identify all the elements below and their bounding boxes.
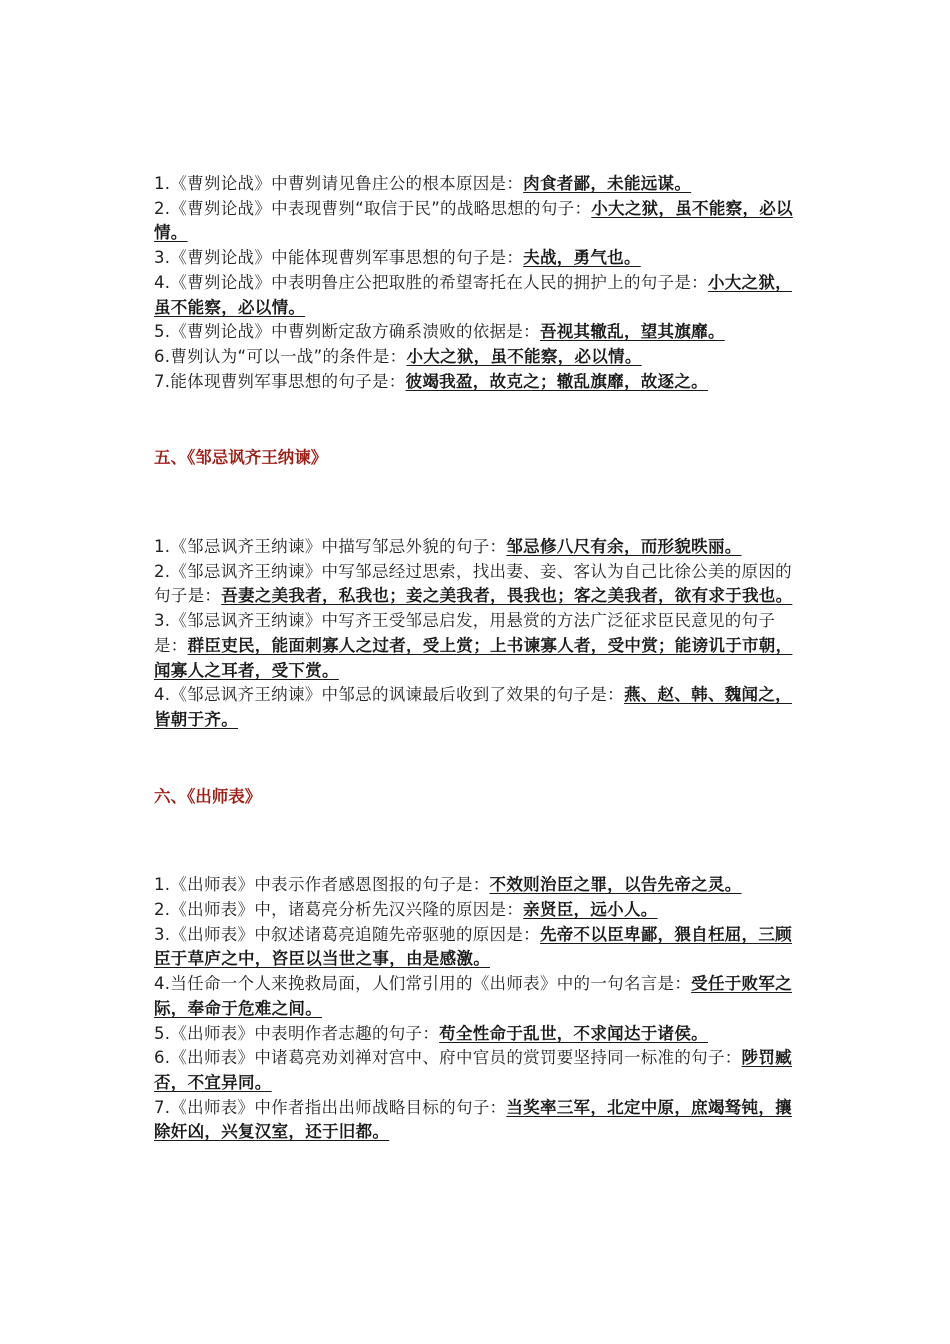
answer: 吾妻之美我者，私我也；妾之美我者，畏我也；客之美我者，欲有求于我也。 <box>221 586 793 606</box>
list-item: 7.《出师表》中作者指出出师战略目标的句子：当奖率三军，北定中原，庶竭驽钝，攘除奸凶，兴复汉室，还于旧都。 <box>154 1097 792 1142</box>
answer: 亲贤臣，远小人。 <box>523 900 658 920</box>
chushibiao-questions <box>154 873 794 1145</box>
list-item: 4.《曹刿论战》中表明鲁庄公把取胜的希望寄托在人民的拥护上的句子是：小大之狱，虽不能察，必以情。 <box>154 272 792 317</box>
list-item: 3.《邹忌讽齐王纳谏》中写齐王受邹忌启发，用悬赏的方法广泛征求臣民意见的句子是：群臣吏民，能面刺寡人之过者，受上赏；上书谏寡人者，受中赏；能谤讥于市朝，闻寡人之耳者，受下赏。 <box>154 611 793 680</box>
answer: 小大之狱，虽不能察，必以情。 <box>154 198 793 243</box>
answer: 吾视其辙乱，望其旗靡。 <box>539 322 725 342</box>
list-item: 1.《曹刿论战》中曹刿请见鲁庄公的根本原因是：肉食者鄙，未能远谋。 <box>154 174 692 193</box>
answer: 群臣吏民，能面刺寡人之过者，受上赏；上书谏寡人者，受中赏；能谤讥于市朝，闻寡人之耳者，受下赏。 <box>154 635 793 680</box>
list-item: 1.《邹忌讽齐王纳谏》中描写邹忌外貌的句子：邹忌修八尺有余，而形貌昳丽。 <box>154 537 742 557</box>
answer: 先帝不以臣卑鄙，猥自枉屈，三顾臣于草庐之中，咨臣以当世之事，由是感激。 <box>154 924 792 969</box>
answer: 邹忌修八尺有余，而形貌昳丽。 <box>506 537 742 557</box>
answer: 苟全性命于乱世，不求闻达于诸侯。 <box>439 1023 708 1043</box>
answer: 受任于败军之际，奉命于危难之间。 <box>154 974 792 1018</box>
caogui-questions <box>154 172 794 394</box>
list-item: 2.《曹刿论战》中表现曹刿“取信于民”的战略思想的句子：小大之狱，虽不能察，必以情。 <box>154 198 793 243</box>
list-item: 6.曹刿认为“可以一战”的条件是：小大之狱，虽不能察，必以情。 <box>154 346 642 366</box>
answer: 小大之狱，虽不能察，必以情。 <box>406 346 642 366</box>
answer: 夫战，勇气也。 <box>523 248 641 268</box>
list-item: 5.《曹刿论战》中曹刿断定敌方确系溃败的依据是：吾视其辙乱，望其旗靡。 <box>154 322 725 342</box>
list-item: 7.能体现曹刿军事思想的句子是：彼竭我盈，故克之；辙乱旗靡，故逐之。 <box>154 371 708 391</box>
list-item: 4.当任命一个人来挽救局面，人们常引用的《出师表》中的一句名言是：受任于败军之际，奉命于危难之间。 <box>154 974 792 1018</box>
list-item: 4.《邹忌讽齐王纳谏》中邹忌的讽谏最后收到了效果的句子是：燕、赵、韩、魏闻之，皆朝于齐。 <box>154 685 792 729</box>
zouji-questions <box>154 535 794 733</box>
list-item: 3.《出师表》中叙述诸葛亮追随先帝驱驰的原因是：先帝不以臣卑鄙，猥自枉屈，三顾臣于草庐之中，咨臣以当世之事，由是感激。 <box>154 924 792 969</box>
document-page <box>154 172 794 1145</box>
list-item: 1.《出师表》中表示作者感恩图报的句子是：不效则治臣之罪，以告先帝之灵。 <box>154 875 742 895</box>
list-item: 2.《邹忌讽齐王纳谏》中写邹忌经过思索，找出妻、妾、客认为自己比徐公美的原因的句子是：吾妻之美我者，私我也；妾之美我者，畏我也；客之美我者，欲有求于我也。 <box>154 561 793 606</box>
answer: 燕、赵、韩、魏闻之，皆朝于齐。 <box>154 685 792 729</box>
answer: 彼竭我盈，故克之；辙乱旗靡，故逐之。 <box>405 371 708 391</box>
section-title-chushibiao: 六、《出师表》 <box>154 786 262 806</box>
answer: 小大之狱，虽不能察，必以情。 <box>154 272 792 317</box>
list-item: 3.《曹刿论战》中能体现曹刿军事思想的句子是：夫战，勇气也。 <box>154 248 641 268</box>
answer: 当奖率三军，北定中原，庶竭驽钝，攘除奸凶，兴复汉室，还于旧都。 <box>154 1097 792 1142</box>
answer: 陟罚臧否，不宜异同。 <box>154 1048 792 1092</box>
answer: 不效则治臣之罪，以告先帝之灵。 <box>489 875 742 895</box>
list-item: 2.《出师表》中，诸葛亮分析先汉兴隆的原因是：亲贤臣，远小人。 <box>154 900 658 920</box>
list-item: 6.《出师表》中诸葛亮劝刘禅对宫中、府中官员的赏罚要坚持同一标准的句子：陟罚臧否，不宜异同。 <box>154 1048 792 1092</box>
section-title-zouji: 五、《邹忌讽齐王纳谏》 <box>154 448 328 468</box>
answer: 肉食者鄙，未能远谋。 <box>523 174 692 193</box>
list-item: 5.《出师表》中表明作者志趣的句子：苟全性命于乱世，不求闻达于诸侯。 <box>154 1023 708 1043</box>
